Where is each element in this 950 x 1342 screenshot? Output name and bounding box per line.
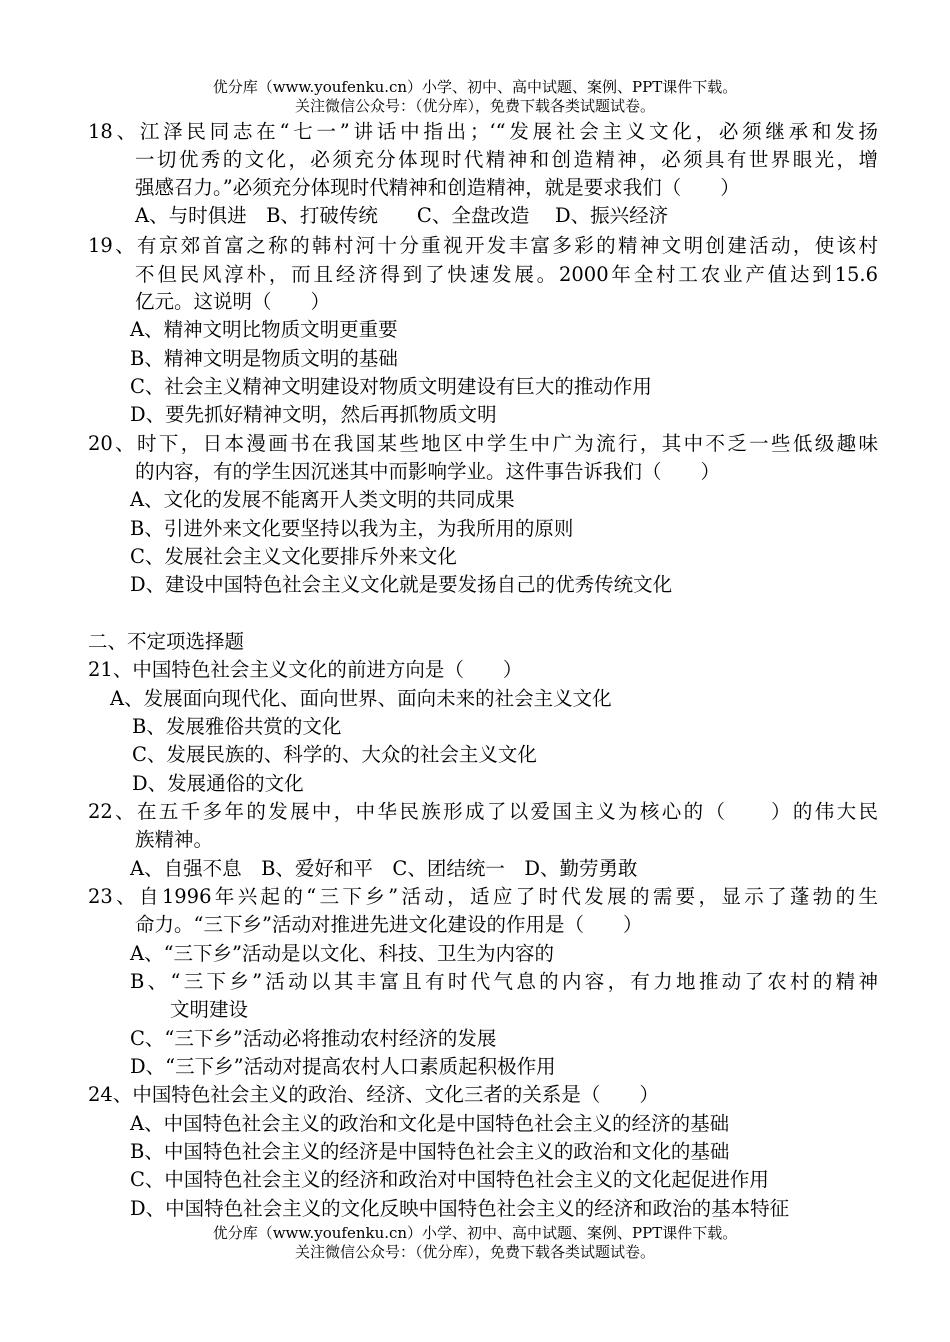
q18-stem-line2: 一切优秀的文化，必须充分体现时代精神和创造精神，必须具有世界眼光，增 [135, 148, 878, 171]
q19-option-c: C、社会主义精神文明建设对物质文明建设有巨大的推动作用 [130, 375, 652, 398]
q22-options: A、自强不息 B、爱好和平 C、团结统一 D、勤劳勇敢 [130, 857, 638, 880]
q21-option-b: B、发展雅俗共赏的文化 [132, 715, 342, 738]
q23-option-d: D、“三下乡”活动对提高农村人口素质起积极作用 [130, 1055, 556, 1078]
section-title-indefinite-choice: 二、不定项选择题 [88, 630, 245, 653]
q23-option-b-line1: B、“三下乡”活动以其丰富且有时代气息的内容，有力地推动了农村的精神 [130, 970, 878, 993]
page-header-line1: 优分库（www.youfenku.cn）小学、初中、高中试题、案例、PPT课件下载。 [212, 78, 738, 96]
q23-stem-line2: 命力。“三下乡”活动对推进先进文化建设的作用是（ ） [135, 913, 643, 936]
q23-option-a: A、“三下乡”活动是以文化、科技、卫生为内容的 [130, 942, 555, 965]
q23-stem-line1: 23、自1996年兴起的“三下乡”活动，适应了时代发展的需要，显示了蓬勃的生 [88, 885, 878, 908]
q19-option-b: B、精神文明是物质文明的基础 [130, 347, 398, 370]
q22-stem-line1: 22、在五千多年的发展中，中华民族形成了以爱国主义为核心的（ ）的伟大民 [88, 800, 878, 823]
page-footer-line2: 关注微信公众号：（优分库），免费下载各类试题试卷。 [294, 1243, 655, 1261]
q24-option-c: C、中国特色社会主义的经济和政治对中国特色社会主义的文化起促进作用 [130, 1168, 769, 1191]
q19-stem-line3: 亿元。这说明（ ） [135, 290, 331, 313]
q24-stem: 24、中国特色社会主义的政治、经济、文化三者的关系是（ ） [88, 1083, 659, 1106]
q19-stem-line2: 不但民风淳朴，而且经济得到了快速发展。2000年全村工农业产值达到15.6 [135, 263, 878, 286]
q20-stem-line1: 20、时下，日本漫画书在我国某些地区中学生中广为流行，其中不乏一些低级趣味 [88, 432, 878, 455]
q20-option-d: D、建设中国特色社会主义文化就是要发扬自己的优秀传统文化 [130, 573, 673, 596]
q20-option-c: C、发展社会主义文化要排斥外来文化 [130, 545, 457, 568]
q22-stem-line2: 族精神。 [135, 828, 214, 851]
q24-option-a: A、中国特色社会主义的政治和文化是中国特色社会主义的经济的基础 [130, 1112, 730, 1135]
q21-option-d: D、发展通俗的文化 [132, 772, 304, 795]
q23-option-c: C、“三下乡”活动必将推动农村经济的发展 [130, 1027, 497, 1050]
q20-stem-line2: 的内容，有的学生因沉迷其中而影响学业。这件事告诉我们（ ） [135, 460, 721, 483]
q23-option-b-line2: 文明建设 [170, 998, 249, 1021]
q20-option-a: A、文化的发展不能离开人类文明的共同成果 [130, 488, 515, 511]
q18-options: A、与时俱进 B、打破传统 C、全盘改造 D、振兴经济 [135, 204, 669, 227]
q24-option-d: D、中国特色社会主义的文化反映中国特色社会主义的经济和政治的基本特征 [130, 1197, 790, 1220]
q19-stem-line1: 19、有京郊首富之称的韩村河十分重视开发丰富多彩的精神文明创建活动，使该村 [88, 234, 878, 257]
page-footer-line1: 优分库（www.youfenku.cn）小学、初中、高中试题、案例、PPT课件下载。 [212, 1224, 738, 1242]
page-header-line2: 关注微信公众号：（优分库），免费下载各类试题试卷。 [294, 97, 655, 115]
q20-option-b: B、引进外来文化要坚持以我为主，为我所用的原则 [130, 517, 574, 540]
q19-option-d: D、要先抓好精神文明，然后再抓物质文明 [130, 403, 497, 426]
q18-stem-line1: 18、江泽民同志在“七一”讲话中指出；‘“发展社会主义文化，必须继承和发扬 [88, 120, 878, 143]
q24-option-b: B、中国特色社会主义的经济是中国特色社会主义的政治和文化的基础 [130, 1140, 730, 1163]
q21-stem: 21、中国特色社会主义文化的前进方向是（ ） [88, 658, 523, 681]
q18-stem-line3: 强感召力。”必须充分体现时代精神和创造精神，就是要求我们（ ） [135, 176, 740, 199]
q21-option-a: A、发展面向现代化、面向世界、面向未来的社会主义文化 [110, 687, 612, 710]
q21-option-c: C、发展民族的、科学的、大众的社会主义文化 [132, 743, 537, 766]
q19-option-a: A、精神文明比物质文明更重要 [130, 318, 398, 341]
